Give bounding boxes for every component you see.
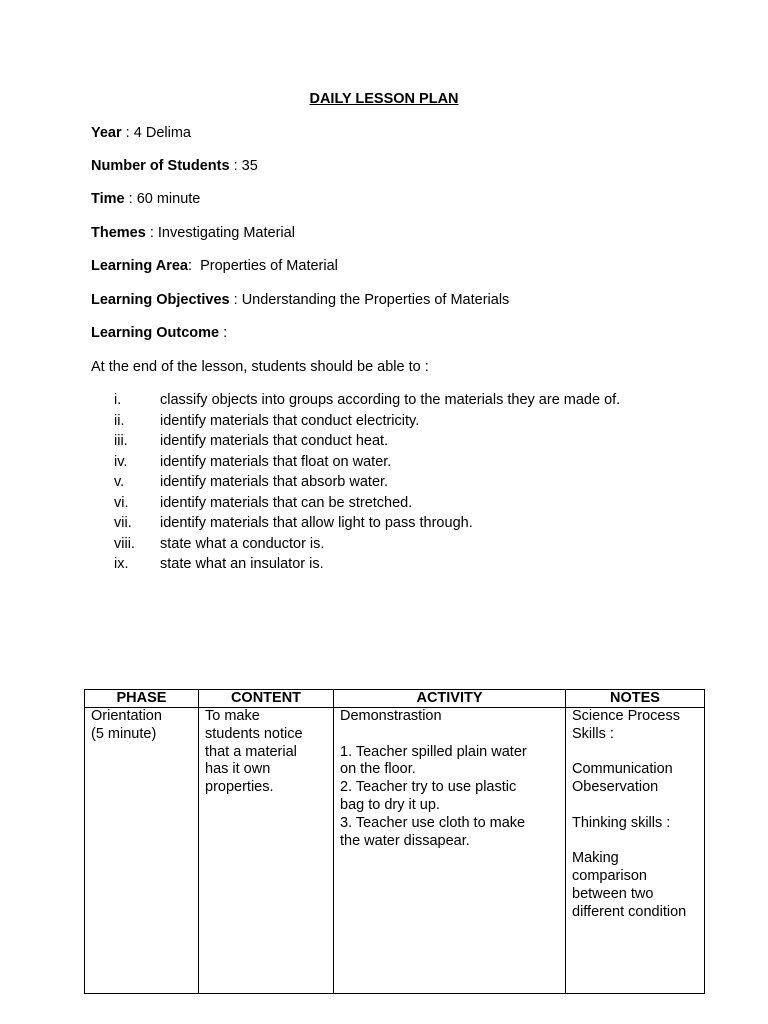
header-content: CONTENT (199, 690, 334, 708)
header-phase: PHASE (85, 690, 199, 708)
list-item (114, 495, 714, 516)
outcome-list (114, 392, 714, 577)
list-item (114, 474, 714, 495)
field-value: Investigating Material (157, 225, 295, 241)
list-item-number: i. (114, 392, 122, 408)
cell-activity (334, 708, 566, 994)
field-label: Number of Students (91, 158, 230, 174)
phase-line: (5 minute) (91, 725, 157, 742)
activity-line: 1. Teacher spilled plain water (340, 743, 527, 760)
list-item (114, 454, 714, 475)
field-label: Learning Objectives (91, 292, 230, 308)
content-line: has it own (205, 761, 271, 778)
list-item (114, 556, 714, 577)
header-activity: ACTIVITY (334, 690, 566, 708)
list-item-number: iii. (114, 433, 128, 449)
field-label: Year (91, 125, 122, 141)
spacer (340, 726, 559, 744)
field-separator: : (229, 292, 242, 308)
content-line: students notice (205, 725, 303, 742)
list-item-text: identify materials that absorb water. (160, 474, 389, 490)
list-item-text: state what a conductor is. (160, 535, 325, 552)
content-line: properties. (205, 779, 274, 796)
list-item-text: identify materials that float on water. (160, 453, 392, 470)
field-separator: : (121, 125, 134, 141)
content-line: that a material (205, 743, 297, 760)
field-value: Properties of Material (200, 258, 338, 274)
field-separator: : (124, 191, 137, 207)
list-item (114, 515, 714, 536)
header-notes: NOTES (566, 690, 705, 708)
field-separator: : (229, 158, 242, 174)
field-value: Understanding the Properties of Materials (241, 292, 510, 308)
document-title: DAILY LESSON PLAN (309, 91, 459, 107)
cell-phase (85, 708, 199, 994)
notes-line: Communication (572, 761, 673, 778)
activity-line: on the floor. (340, 761, 416, 778)
list-item-text: identify materials that conduct heat. (160, 433, 389, 449)
list-item-number: vi. (114, 494, 129, 511)
field-number-of-students (91, 158, 258, 174)
field-label: Learning Area (91, 258, 188, 274)
spacer (572, 744, 698, 762)
list-item-number: iv. (114, 453, 128, 470)
list-item (114, 413, 714, 434)
activity-line: 2. Teacher try to use plastic (340, 779, 517, 796)
field-separator: : (187, 258, 201, 274)
table-row (85, 708, 705, 994)
list-item-text: classify objects into groups according to the materials they are made of. (160, 392, 621, 408)
notes-line: Making (572, 850, 619, 867)
lesson-table (84, 689, 705, 994)
field-label: Learning Outcome (91, 325, 220, 341)
list-item-text: identify materials that conduct electricity. (160, 412, 420, 429)
field-learning-outcome (91, 325, 227, 341)
notes-line: different condition (572, 903, 687, 920)
field-themes (91, 225, 295, 241)
list-item-number: ix. (114, 556, 129, 572)
activity-line: 3. Teacher use cloth to make (340, 814, 526, 831)
field-separator: : (219, 325, 228, 341)
field-time (91, 191, 200, 207)
cell-notes (566, 708, 705, 994)
notes-line: between two (572, 885, 654, 902)
notes-line: comparison (572, 868, 647, 885)
activity-line: the water dissapear. (340, 832, 470, 849)
content-line: To make (205, 708, 260, 724)
field-value: 4 Delima (133, 125, 191, 141)
phase-line: Orientation (91, 708, 162, 724)
table-header-row (85, 690, 705, 708)
activity-line: bag to dry it up. (340, 796, 440, 813)
spacer (572, 833, 698, 851)
field-separator: : (145, 225, 158, 241)
field-label: Themes (91, 225, 146, 241)
list-item-number: vii. (114, 515, 132, 531)
notes-line: Skills : (572, 725, 614, 742)
field-learning-objectives (91, 292, 509, 308)
activity-heading: Demonstrastion (340, 708, 442, 724)
field-label: Time (91, 191, 125, 207)
list-item-text: state what an insulator is. (160, 556, 324, 572)
list-item-text: identify materials that allow light to pass through. (160, 515, 473, 531)
notes-line: Obeservation (572, 779, 659, 796)
list-item-number: v. (114, 474, 125, 490)
cell-content (199, 708, 334, 994)
list-item (114, 433, 714, 454)
list-item-number: ii. (114, 412, 125, 429)
field-learning-area (91, 258, 338, 274)
list-item-number: viii. (114, 535, 135, 552)
field-value: 35 (241, 158, 258, 174)
spacer (572, 797, 698, 815)
field-year (91, 125, 191, 141)
field-value: 60 minute (136, 191, 201, 207)
notes-line: Thinking skills : (572, 814, 671, 831)
list-item (114, 536, 714, 557)
outcome-intro: At the end of the lesson, students should be able to : (91, 359, 429, 375)
list-item-text: identify materials that can be stretched. (160, 494, 413, 511)
list-item (114, 392, 714, 413)
notes-line: Science Process (572, 708, 680, 724)
